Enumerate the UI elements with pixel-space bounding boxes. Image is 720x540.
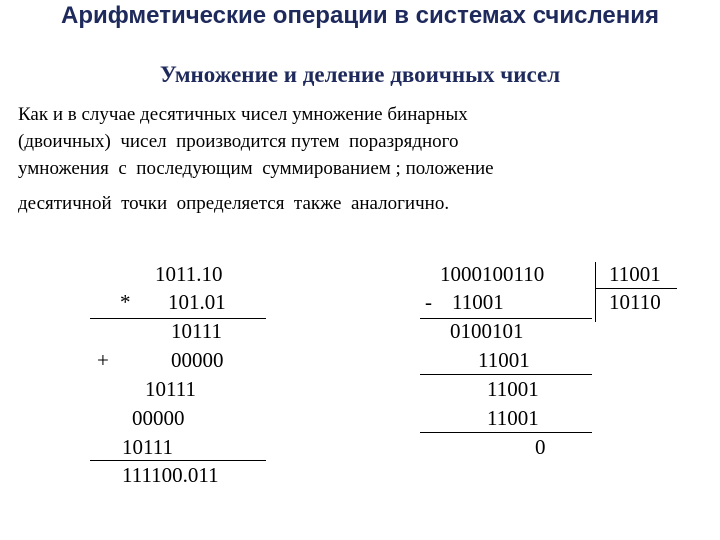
- divisor-vertical-line: [595, 262, 596, 322]
- div-step: 11001: [487, 377, 539, 401]
- slide-title: Арифметические операции в системах счисления: [60, 2, 659, 29]
- div-minus: -: [425, 290, 432, 314]
- mult-operator: *: [120, 290, 131, 314]
- divisor-rule: [595, 288, 677, 289]
- mult-operand1: 1011.10: [155, 262, 223, 286]
- mult-operand2: 101.01: [168, 290, 226, 314]
- div-dividend: 1000100110: [440, 262, 545, 286]
- div-rule: [420, 432, 592, 433]
- mult-partial: 00000: [171, 348, 224, 372]
- div-quotient: 10110: [609, 290, 661, 314]
- add-operator: +: [97, 348, 109, 372]
- div-step: 11001: [487, 406, 539, 430]
- div-step: 11001: [478, 348, 530, 372]
- mult-partial: 10111: [171, 319, 222, 343]
- paragraph-line: (двоичных) чисел производится путем поразрядного: [18, 131, 459, 152]
- mult-rule-bottom: [90, 460, 266, 461]
- div-step: 11001: [452, 290, 504, 314]
- paragraph-line: умножения с последующим суммированием ; положение: [18, 158, 494, 179]
- mult-partial: 10111: [145, 377, 196, 401]
- paragraph-line: десятичной точки определяется также аналогично.: [18, 193, 450, 214]
- mult-partial: 10111: [122, 435, 173, 459]
- div-divisor: 11001: [609, 262, 661, 286]
- div-step: 0: [535, 435, 546, 459]
- paragraph-line: Как и в случае десятичных чисел умножение бинарных: [18, 104, 468, 125]
- section-subtitle: Умножение и деление двоичных чисел: [159, 62, 561, 87]
- mult-partial: 00000: [132, 406, 185, 430]
- div-step: 0100101: [450, 319, 524, 343]
- div-rule: [420, 374, 592, 375]
- mult-result: 111100.011: [122, 463, 219, 487]
